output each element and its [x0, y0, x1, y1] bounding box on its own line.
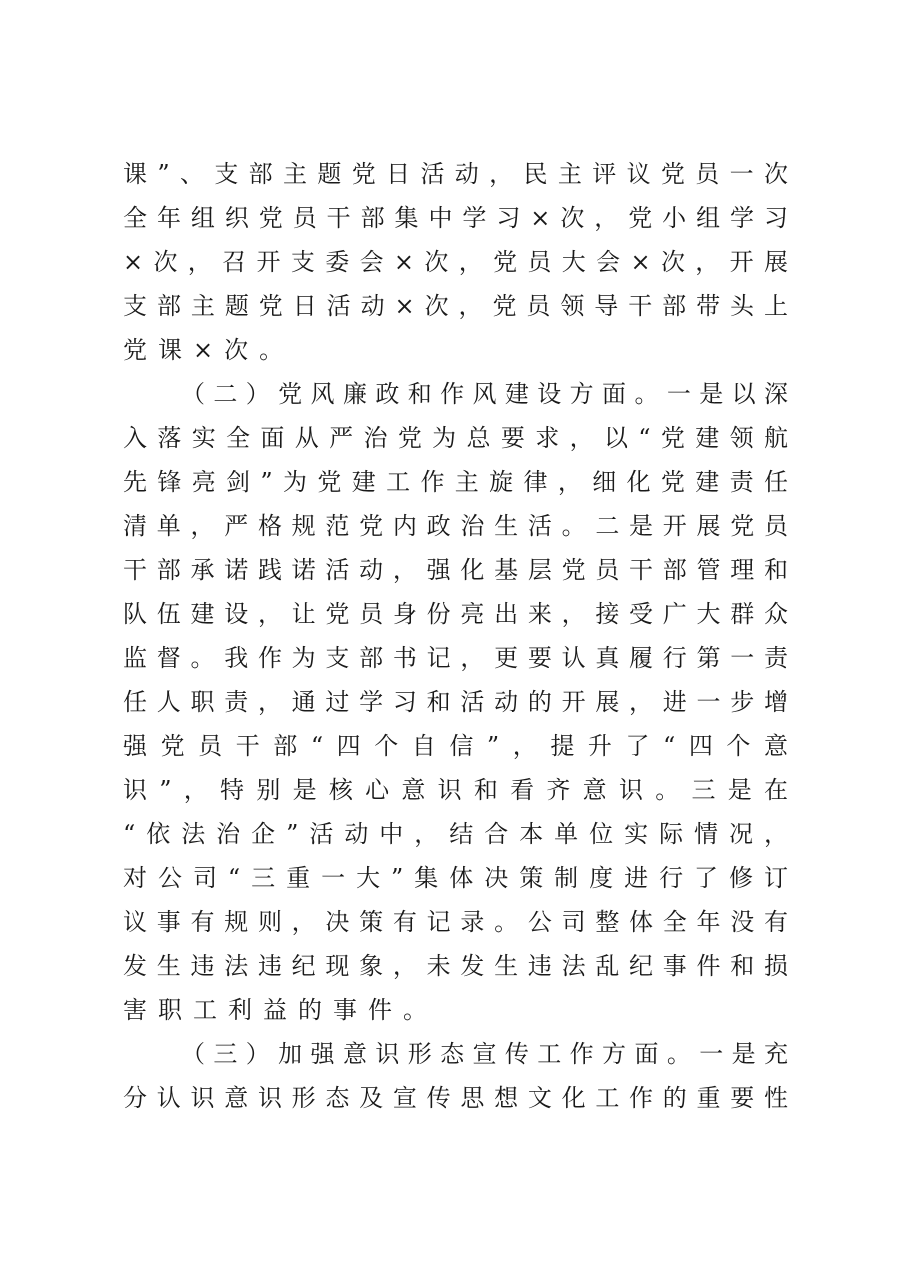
paragraph-1-line-5: 队伍建设，让党员身份亮出来，接受广大群众 — [123, 600, 788, 628]
paragraph-1-line-1: 入落实全面从严治党为总要求，以“党建领航 — [123, 424, 788, 452]
paragraph-1-line-6: 监督。我作为支部书记，更要认真履行第一责 — [123, 644, 788, 672]
paragraph-0-line-0: 课”、支部主题党日活动，民主评议党员一次 — [123, 160, 788, 188]
paragraph-0-line-3: 支部主题党日活动×次，党员领导干部带头上 — [123, 292, 788, 320]
paragraph-0-line-2: ×次，召开支委会×次，党员大会×次，开展 — [123, 248, 788, 276]
paragraph-1-line-2: 先锋亮剑”为党建工作主旋律，细化党建责任 — [123, 468, 788, 496]
paragraph-1-line-0: （二）党风廉政和作风建设方面。一是以深 — [181, 380, 788, 408]
paragraph-1-line-3: 清单，严格规范党内政治生活。二是开展党员 — [123, 512, 788, 540]
paragraph-1-line-12: 议事有规则，决策有记录。公司整体全年没有 — [123, 908, 788, 936]
document-body — [123, 152, 788, 1120]
paragraph-1-line-10: “依法治企”活动中，结合本单位实际情况， — [123, 820, 788, 848]
paragraph-1-line-7: 任人职责，通过学习和活动的开展，进一步增 — [123, 688, 788, 716]
paragraph-0-line-1: 全年组织党员干部集中学习×次，党小组学习 — [123, 204, 788, 232]
paragraph-2-line-0: （三）加强意识形态宣传工作方面。一是充 — [181, 1040, 788, 1068]
paragraph-1-line-8: 强党员干部“四个自信”，提升了“四个意 — [123, 732, 788, 760]
paragraph-2-line-1: 分认识意识形态及宣传思想文化工作的重要性 — [123, 1084, 788, 1112]
paragraph-1-line-9: 识”，特别是核心意识和看齐意识。三是在 — [123, 776, 788, 804]
paragraph-1-line-14: 害职工利益的事件。 — [123, 996, 438, 1024]
paragraph-1-line-13: 发生违法违纪现象，未发生违法乱纪事件和损 — [123, 952, 788, 980]
paragraph-0-line-4: 党课×次。 — [123, 336, 295, 364]
paragraph-1-line-4: 干部承诺践诺活动，强化基层党员干部管理和 — [123, 556, 788, 584]
paragraph-1-line-11: 对公司“三重一大”集体决策制度进行了修订 — [123, 864, 788, 892]
